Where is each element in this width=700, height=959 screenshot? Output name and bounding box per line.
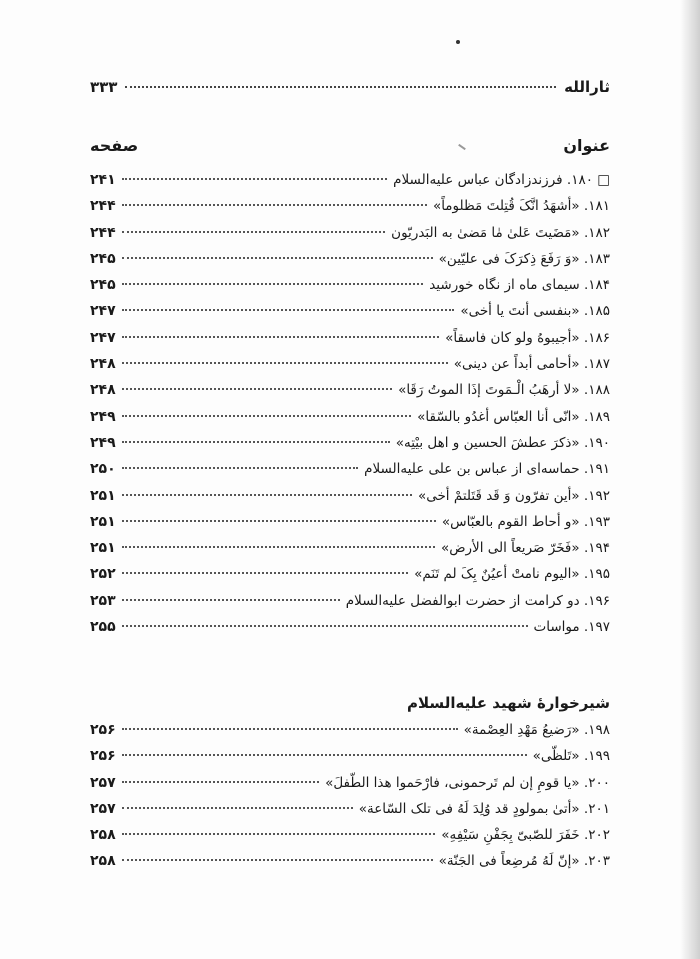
leader-dots (122, 467, 358, 469)
toc-entry-page: ۲۵۸ (90, 853, 116, 870)
toc-entry-title: ۱۹۳. «و أحاط القوم بالعبّاس» (441, 513, 610, 530)
toc-entry-title: ۱۸۳. «وَ رَفَعَ ذِکرَکَ فی علیّین» (438, 250, 610, 267)
leader-dots (122, 283, 424, 285)
toc-entry-page: ۲۴۹ (90, 434, 116, 451)
toc-entry-page: ۲۴۱ (90, 172, 116, 188)
toc-entry-page: ۲۵۷ (90, 774, 116, 791)
toc-entry-page: ۲۴۹ (90, 408, 116, 425)
leader-dots (122, 204, 427, 206)
leader-dots (122, 781, 319, 783)
toc-entry-title: ۲۰۱. «أتیٰ بمولودٍ قد وُلِدَ لَهُ فی تلک السّاعة» (358, 800, 610, 817)
leader-dots (122, 754, 527, 756)
toc-entry-title: ۱۹۱. حماسه‌ای از عباس بن علی علیه‌السلام (364, 461, 610, 478)
toc-row (90, 356, 610, 382)
toc-entry-page: ۲۴۵ (90, 277, 116, 294)
leader-dots (122, 388, 392, 390)
toc-row (90, 801, 610, 827)
toc-row (90, 514, 610, 540)
toc-entry-page: ۲۴۷ (90, 303, 116, 320)
toc-entry-title: ۱۹۸. «رَضیعُ مَهْدِ العِصْمة» (463, 722, 610, 738)
running-head (90, 78, 610, 96)
leader-dots (122, 494, 412, 496)
toc-row (90, 593, 610, 619)
toc-entry-title: □ ۱۸۰. فرزندزادگان عباس علیه‌السلام (393, 172, 610, 188)
leader-dots (122, 415, 412, 417)
toc-entry-page: ۲۵۶ (90, 722, 116, 738)
leader-dots (122, 572, 408, 574)
toc-entry-page: ۲۵۷ (90, 800, 116, 817)
leader-dots (122, 231, 386, 233)
toc-entry-page: ۲۵۰ (90, 461, 116, 478)
toc-row (90, 827, 610, 853)
toc-entry-title: ۱۹۰. «ذکرَ عطشَ الحسین و اهل بیْتِه» (395, 434, 610, 451)
toc-entry-page: ۲۴۴ (90, 224, 116, 241)
toc-entry-page: ۲۴۷ (90, 329, 116, 346)
toc-entry-page: ۲۴۸ (90, 356, 116, 373)
leader-dots (125, 86, 556, 88)
toc-row (90, 488, 610, 514)
toc-entry-title: ۱۹۷. مواسات (533, 619, 610, 636)
leader-dots (122, 362, 448, 364)
toc-entry-title: ۲۰۰. «یا قومِ إن لم تَرحمونی، فارْحَموا هذا الطّفلَ» (325, 774, 610, 791)
toc-row (90, 461, 610, 487)
toc-entry-page: ۲۵۳ (90, 592, 116, 609)
section-title: شیرخوارۀ شهید علیه‌السلام (407, 694, 610, 712)
leader-dots (122, 625, 528, 627)
toc-entry-title: ۱۹۹. «تَلظّی» (532, 748, 610, 765)
leader-dots (122, 728, 458, 730)
leader-dots (122, 520, 436, 522)
toc-row (90, 748, 610, 774)
toc-entry-page: ۲۴۴ (90, 198, 116, 215)
toc-entry-title: ۱۸۷. «أحامی أبداً عن دینی» (453, 356, 610, 373)
toc-row (90, 566, 610, 592)
toc-row (90, 303, 610, 329)
leader-dots (122, 336, 439, 338)
toc-entry-page: ۲۵۶ (90, 748, 116, 765)
toc-entry-title: ۱۸۱. «أشهَدُ انَّکَ قُتِلتَ مَظلوماً» (432, 198, 610, 215)
leader-dots (122, 807, 353, 809)
toc-row (90, 330, 610, 356)
leader-dots (122, 859, 433, 861)
toc-row (90, 540, 610, 566)
toc-row (90, 409, 610, 435)
toc-list-part1 (90, 172, 610, 645)
column-headers (90, 136, 610, 155)
toc-entry-title: ۱۸۴. سیمای ماه از نگاه خورشید (429, 277, 610, 294)
toc-row (90, 251, 610, 277)
toc-entry-page: ۲۵۱ (90, 513, 116, 530)
toc-entry-title: ۱۹۲. «أین تفرّون وَ قَد قَتَلتمْ أخی» (417, 487, 610, 504)
toc-entry-title: ۱۹۴. «فَخَرّ صَریعاً الی الأرض» (440, 540, 610, 557)
toc-entry-page: ۲۵۲ (90, 566, 116, 583)
toc-entry-title: ۱۸۶. «أجیبوهُ ولو کان فاسقاً» (445, 329, 610, 346)
toc-row (90, 853, 610, 879)
toc-entry-page: ۲۵۸ (90, 827, 116, 844)
toc-row (90, 382, 610, 408)
toc-row (90, 198, 610, 224)
toc-entry-page: ۲۵۱ (90, 487, 116, 504)
toc-row (90, 722, 610, 748)
toc-entry-page: ۲۴۸ (90, 382, 116, 399)
toc-row (90, 435, 610, 461)
toc-list-part2 (90, 722, 610, 880)
toc-entry-page: ۲۵۵ (90, 619, 116, 636)
page-edge-shadow (680, 0, 700, 959)
column-header-page: صفحه (90, 136, 139, 155)
leader-dots (122, 833, 436, 835)
column-header-title: عنوان (563, 136, 610, 155)
leader-dots (122, 546, 435, 548)
toc-entry-title: ۱۸۲. «مَضَیتَ عَلیٰ مٰا مَضیٰ به البَدریّون (391, 224, 610, 241)
toc-entry-page: ۲۵۱ (90, 540, 116, 557)
toc-entry-title: ۲۰۲. خَفَرَ للصّبیّ بِجَفْنِ سَیْفِهِ» (441, 827, 610, 844)
running-head-title: ثارالله (564, 78, 610, 96)
toc-row (90, 277, 610, 303)
toc-entry-title: ۱۹۶. دو کرامت از حضرت ابوالفضل علیه‌السلام (345, 592, 610, 609)
toc-row (90, 225, 610, 251)
ink-speck (456, 40, 460, 44)
leader-dots (122, 441, 390, 443)
leader-dots (122, 257, 433, 259)
toc-row (90, 619, 610, 645)
toc-row (90, 172, 610, 198)
toc-entry-page: ۲۴۵ (90, 250, 116, 267)
toc-entry-title: ۱۹۵. «الیوم نامتْ أعیُنٌ بِکَ لم تَنَم» (414, 566, 610, 583)
toc-entry-title: ۲۰۳. «إنّ لَهُ مُرضِعاً فی الجَنّة» (438, 853, 610, 870)
leader-dots (122, 599, 340, 601)
leader-dots (122, 309, 455, 311)
toc-entry-title: ۱۸۵. «بنفسی أنتَ یا أخی» (460, 303, 610, 320)
toc-entry-title: ۱۸۸. «لا أرهَبُ الْـمَوتَ إذَا الموتُ رَقَا» (398, 382, 610, 399)
toc-entry-title: ۱۸۹. «انّی أنا العبّاس أغدُو بالسّقا» (417, 408, 610, 425)
leader-dots (122, 178, 388, 180)
running-head-page: ۳۳۳ (90, 78, 118, 96)
toc-row (90, 775, 610, 801)
